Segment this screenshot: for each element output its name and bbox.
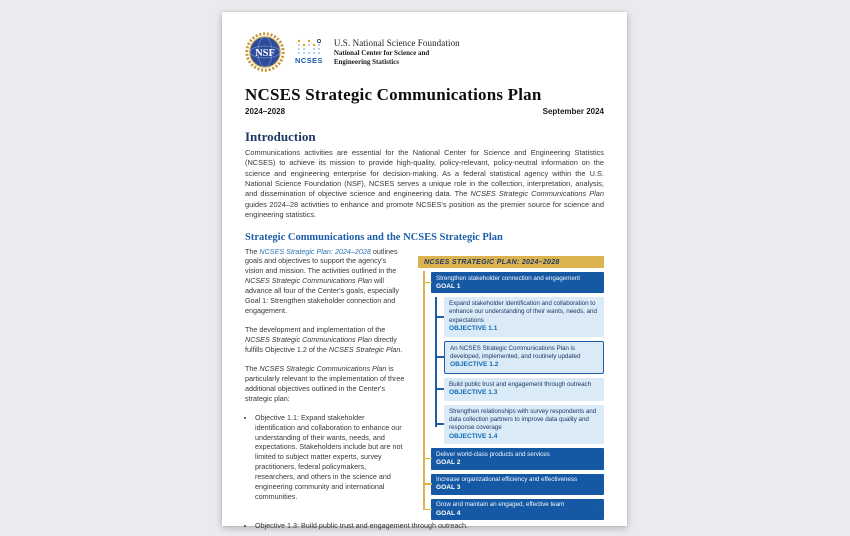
document-page: [222, 12, 627, 531]
objective-1-3-box: [444, 378, 604, 401]
goal-2-box: [431, 448, 604, 469]
goal-2-label: GOAL 2: [436, 458, 461, 466]
goal-4-title: Grow and maintain an engaged, effective team: [436, 501, 565, 509]
center-name-line1: National Center for Science and: [333, 48, 430, 57]
p1-b: outlines goals and objectives to support the agency's vision and mission. The activities outlined in the: [245, 246, 398, 276]
document-title: NCSES Strategic Communications Plan: [245, 85, 542, 104]
p2-e: .: [400, 344, 403, 354]
goal-3-row: [418, 474, 604, 495]
goal-3-title: Increase organizational efficiency and effectiveness: [436, 476, 578, 483]
objective-1-1-row: [418, 297, 604, 336]
objective-1-3-text: Build public trust and engagement through outreach: [449, 380, 592, 388]
goal-1-box: [431, 272, 604, 293]
objective-1-3-row: [418, 378, 604, 401]
intro-paragraph: [245, 148, 604, 221]
intro-text-a: Communications activities are essential for the National Center for Science and Engineering Statistics (NCSES) to achieve its mission to provide high-quality, policy-relevant, policy-neutral information on the science and engineering enterprise for decision-making. As a federal statistical agency within the U.S. National Science Foundation (NSF), NCSES serves a unique role in the collection, interpretation, analysis, and dissemination of objective science and engineering data. The: [245, 148, 604, 199]
section-heading: Strategic Communications and the NCSES Strategic Plan: [245, 231, 503, 243]
objective-1-1-text: Expand stakeholder identification and collaboration to enhance our understanding of their wants, needs, and expectations: [449, 300, 597, 324]
objective-1-2-label: OBJECTIVE 1.2: [450, 361, 499, 369]
p3-c: is particularly relevant to the implementation of three additional objectives outlined in the Center's strategic plan:: [245, 363, 405, 403]
period-label: 2024–2028: [245, 107, 286, 116]
p2-b: NCSES Strategic Communications Plan: [245, 335, 373, 345]
p2-c: directly fulfills Objective 1.2 of the: [245, 335, 397, 354]
dateline: [245, 107, 604, 116]
objective-1-1-label: OBJECTIVE 1.1: [449, 325, 498, 333]
intro-heading: Introduction: [245, 129, 316, 144]
diagram-title-bar: NCSES STRATEGIC PLAN: 2024–2028: [418, 256, 604, 269]
org-text-block: [334, 38, 460, 67]
p2-a: The development and implementation of the: [245, 325, 386, 335]
intro-text-italic: NCSES Strategic Communications Plan: [470, 189, 605, 199]
ncses-dots-icon: [297, 39, 321, 55]
goal-3-box: [431, 474, 604, 495]
org-name: U.S. National Science Foundation: [333, 37, 460, 48]
intro-text-b: guides 2024–28 activities to enhance and promote NCSES's position as the premier source for science and engineering statistics.: [245, 199, 604, 220]
ncses-logo: [295, 39, 323, 65]
ncses-wordmark: NCSES: [295, 56, 323, 65]
p2-d: NCSES Strategic Plan: [328, 344, 401, 354]
two-column-layout: [245, 247, 604, 521]
p1-d: will advance all four of the Center's goals, especially Goal 1: Strengthen stakeholder connection and engagement.: [245, 276, 399, 316]
objectives-list: [245, 413, 406, 502]
goal-2-row: [418, 448, 604, 469]
objective-1-3-bullet: • Objective 1.3: Build public trust and engagement through outreach.: [255, 521, 604, 531]
goal-2-title: Deliver world-class products and services: [436, 450, 550, 458]
diagram-body: [418, 272, 604, 520]
p1-c: NCSES Strategic Communications Plan: [245, 276, 373, 286]
goal-3-label: GOAL 3: [436, 484, 461, 492]
nsf-logo-icon: [245, 32, 285, 72]
objective-1-4-label: OBJECTIVE 1.4: [449, 432, 498, 440]
objective-1-2-box: [444, 341, 604, 374]
objective-1-1-bullet: • Objective 1.1: Expand stakeholder identification and collaboration to enhance our understanding of their wants, needs, and expectations. Stakeholders include but are not limited to subject matter experts, survey practitioners, federal policymakers, researchers, and others in the science and engineering community and international communities.: [255, 413, 406, 502]
page-number: 1: [598, 505, 602, 512]
strategic-plan-link[interactable]: NCSES Strategic Plan: 2024–2028: [259, 246, 371, 256]
brand-header: [245, 30, 604, 74]
strategic-plan-diagram: [418, 256, 604, 521]
goal-4-box: [431, 499, 604, 520]
objective-1-4-text: Strengthen relationships with survey respondents and data collection partners to improve data quality and response coverage: [449, 407, 597, 431]
paragraph-2: [245, 325, 406, 355]
center-name-line2: Engineering Statistics: [333, 57, 399, 66]
left-text-column: [245, 247, 406, 521]
goal-1-row: [418, 272, 604, 293]
svg-text:NSF: NSF: [255, 48, 275, 59]
p1-a: The: [245, 246, 260, 256]
goal-4-label: GOAL 4: [436, 509, 461, 517]
center-name: [334, 49, 460, 67]
goal-4-row: [418, 499, 604, 520]
p3-b: NCSES Strategic Communications Plan: [259, 363, 387, 373]
paragraph-1: [245, 247, 406, 317]
publication-date: September 2024: [542, 107, 604, 116]
objective-1-4-row: [418, 405, 604, 444]
objective-1-2-text: An NCSES Strategic Communications Plan is developed, implemented, and routinely updated: [450, 344, 581, 360]
objective-1-3-bullet-section: [245, 521, 604, 531]
paragraph-3: [245, 364, 406, 404]
objective-1-4-box: [444, 405, 604, 444]
objective-1-2-row: [418, 341, 604, 374]
objective-1-1-box: [444, 297, 604, 336]
objective-1-3-label: OBJECTIVE 1.3: [449, 389, 498, 397]
p3-a: The: [245, 363, 260, 373]
goal-1-label: GOAL 1: [436, 282, 461, 290]
goal-1-title: Strengthen stakeholder connection and engagement: [436, 274, 580, 282]
